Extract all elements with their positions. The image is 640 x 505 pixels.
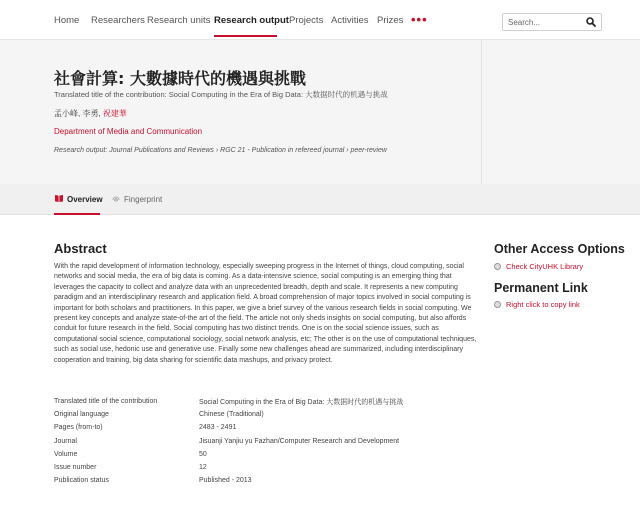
- nav-prizes[interactable]: Prizes: [377, 15, 404, 26]
- table-row: [54, 474, 478, 487]
- department-link[interactable]: Department of Media and Communication: [54, 127, 203, 136]
- nav-researchers[interactable]: Researchers: [91, 15, 145, 26]
- detail-value: 2483 - 2491: [199, 424, 237, 432]
- detail-value: 50: [199, 450, 207, 458]
- permanent-link[interactable]: [494, 300, 580, 309]
- tabs-bar: [0, 184, 640, 215]
- author-name: 李勇: [82, 109, 99, 118]
- table-row: [54, 408, 478, 421]
- detail-value: Jisuanji Yanjiu yu Fazhan/Computer Research and Development: [199, 437, 400, 445]
- detail-label: Volume: [54, 450, 78, 458]
- author-link[interactable]: 祝建華: [102, 109, 127, 118]
- detail-value: Chinese (Traditional): [199, 411, 264, 419]
- research-output-type: Research output: Journal Publications and Reviews › RGC 21 - Publication in refereed journal › peer-review: [54, 147, 387, 154]
- fingerprint-icon: [111, 193, 121, 203]
- table-row: [54, 448, 478, 461]
- table-row: [54, 435, 478, 448]
- detail-value: 12: [199, 464, 207, 472]
- library-link[interactable]: [494, 262, 583, 271]
- nav-activities[interactable]: Activities: [331, 15, 369, 26]
- tab-active-indicator: [54, 213, 100, 215]
- header-divider: [481, 40, 482, 184]
- table-row: [54, 395, 478, 408]
- nav-projects[interactable]: Projects: [289, 15, 324, 26]
- book-icon: [54, 193, 64, 203]
- detail-label: Issue number: [54, 464, 97, 472]
- detail-label: Pages (from-to): [54, 424, 103, 432]
- search-box: [502, 13, 602, 31]
- tab-overview[interactable]: Overview: [67, 195, 103, 204]
- table-row: [54, 461, 478, 474]
- permanent-link-heading: Permanent Link: [494, 281, 588, 295]
- detail-label: Translated title of the contribution: [54, 398, 158, 406]
- author-separator: ,: [98, 109, 103, 118]
- tab-fingerprint[interactable]: Fingerprint: [124, 195, 163, 204]
- nav-research-units[interactable]: Research units: [147, 15, 211, 26]
- library-link-label: Check CityUHK Library: [506, 262, 584, 271]
- top-navigation: [0, 0, 640, 40]
- detail-label: Journal: [54, 437, 77, 445]
- permanent-link-label: Right click to copy link: [506, 300, 580, 309]
- nav-home[interactable]: Home: [54, 15, 80, 26]
- translated-title: Translated title of the contribution: Social Computing in the Era of Big Data: 大数据时代的机遇与挑战: [54, 90, 388, 99]
- library-icon: [494, 263, 501, 270]
- detail-value: Published - 2013: [199, 477, 252, 485]
- other-access-heading: Other Access Options: [494, 242, 625, 256]
- nav-research-output[interactable]: Research output: [214, 15, 289, 26]
- detail-label: Publication status: [54, 477, 109, 485]
- page-title: 社會計算: 大數據時代的機遇與挑戰: [54, 69, 306, 88]
- link-icon: [494, 301, 501, 308]
- nav-active-indicator: [214, 35, 277, 37]
- abstract-text: With the rapid development of information technology, especially sweeping progress in the Internet of things, cloud computing, social networks and social media, the era of big data is coming. As a data-intensive science, social computing is an emerging thing that leverages the capacity to collect and analyze data with an unprecedented breadth, depth and scale. It represents a new computing paradigm and an interdisciplinary research and application field. A broad comprehension of major topics involved in social computing is important for both scholars and practitioners. In this paper, we give a brief survey of the various research fields in social computing. We present key concepts and analyze state-of-the art of the field. The article not only sheds insights on social computing, but also affords conduit for future research in the field. Social computing has two distinct trends. One is on the social science issues, such as computational social science, computational sociology, social network analysis, etc; The other is on the use of computational techniques, such as social use, hedonic use and generative use. Finally some new challenges ahead are summarized, including interdisciplinary cooperation and training, big data sharing for scientific data mashups, and privacy protect.: [54, 263, 477, 364]
- detail-label: Original language: [54, 411, 109, 419]
- detail-value: Social Computing in the Era of Big Data: 大数据时代的机遇与挑战: [199, 398, 404, 406]
- author-name: 孟小峰: [54, 109, 78, 118]
- more-menu-button[interactable]: •••: [411, 12, 428, 27]
- publication-details-table: [54, 395, 478, 487]
- author-list: [54, 108, 127, 119]
- search-input[interactable]: [508, 16, 586, 29]
- search-icon[interactable]: [586, 17, 596, 27]
- author-separator: ,: [78, 109, 83, 118]
- table-row: [54, 421, 478, 434]
- abstract-heading: Abstract: [54, 241, 107, 256]
